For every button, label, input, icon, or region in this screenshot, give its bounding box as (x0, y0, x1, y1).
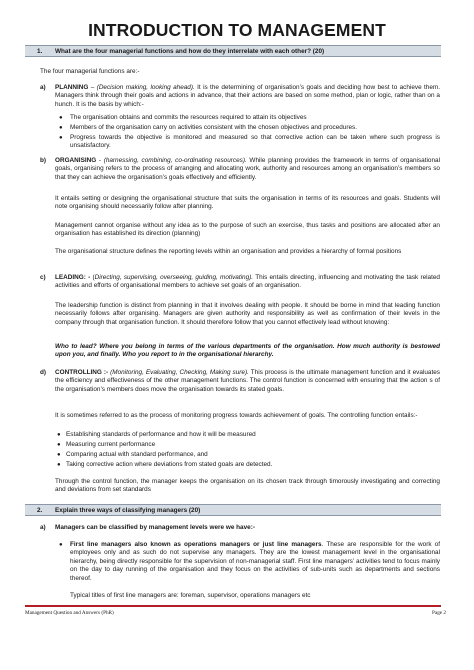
planning-bullet-3: Progress towards the objective is monitored and measured so that corrective action can be taken where such progress is unsatisfactory. (70, 134, 440, 150)
leading-p3: Who to lead? Where you belong in terms of the various departments of the organisation. How much authority is bestowed upon you, and finally. Who you report to in the organisational hierarchy. (55, 343, 440, 359)
organising-text: While planning provides the framework in terms of organisational goals, organising refers to the process of arranging and allocating work, authority and resources among an organisation’s members so that they can achieve the organisation’s goals effectively and efficiently. (55, 157, 440, 181)
bullet-icon: ● (57, 442, 61, 448)
first-line-managers-heading: First line managers also known as operations managers or just line managers (70, 541, 322, 548)
leading-text: This entails directing, influencing and motivating the task related activities and efforts of organisational members to achieve set goals of an organisation. (55, 274, 440, 290)
question-1-number: 1. (37, 48, 43, 55)
page-title: INTRODUCTION TO MANAGEMENT (88, 20, 386, 40)
q2-a-label: a) (40, 524, 46, 531)
organising-heading: ORGANISING (55, 157, 97, 164)
controlling-italic: (Monitoring, Evaluating, Checking, Making sure). (108, 369, 249, 376)
first-line-managers-paragraph (70, 541, 440, 583)
bullet-icon: ● (57, 462, 61, 468)
controlling-bullet-4: Taking corrective action where deviations from stated goals are detected. (66, 461, 273, 468)
organising-p2: It entails setting or designing the organisational structure that suits the organisation in terms of its resources and goals. Students will note organising should necessarily follow after planning. (55, 195, 440, 211)
controlling-heading: CONTROLLING :- (55, 369, 109, 376)
question-2-bar (25, 504, 441, 516)
organising-dash: - (96, 157, 104, 164)
question-2-text: Explain three ways of classifying managers (20) (55, 507, 201, 514)
first-line-managers-text: . These are responsible for the work of employees only and as such do not supervise any managers. They are the lowest management level in the organisational hierarchy, being directly responsible for the supervision of non-managerial staff. First line managers’ activities tend to focus mainly on the day to day running of the organisation and they focus on the activities of sub-units such as departments and sections thereof. (70, 541, 441, 582)
bullet-icon: ● (59, 135, 63, 141)
leading-paren: ( (90, 274, 95, 281)
controlling-bullet-1: Establishing standards of performance and how it will be measured (66, 431, 256, 438)
organising-italic: (harnessing, combining, co-ordinating resources). (103, 157, 247, 164)
planning-text: It is the determining of organisation’s goals and deciding how best to achieve them. Managers think through their goals and actions in advance, that their actions are based on some method, plan or logic, rather than on a hunch. It is the basis by which:- (55, 84, 441, 108)
q1-b-label: b) (40, 157, 47, 164)
organising-paragraph (55, 157, 440, 182)
q1-intro: The four managerial functions are:- (40, 68, 140, 75)
q2-a-heading: Managers can be classified by management levels were we have:- (55, 524, 255, 531)
controlling-paragraph (55, 369, 440, 394)
controlling-text: This process is the ultimate management function and it evaluates the efficiency and effectiveness of the other management functions. The control function is concerned with ensuring that the action s of the organisation’s members does move the organisation towards its stated goals. (55, 369, 440, 393)
q1-d-label: d) (40, 369, 47, 376)
question-1-text: What are the four managerial functions and how do they interrelate with each other? (20) (55, 48, 325, 55)
controlling-p2: It is sometimes referred to as the process of monitoring progress towards achievement of goals. The controlling function entails:- (55, 412, 418, 419)
planning-paragraph (55, 84, 440, 109)
organising-p4: The organisational structure defines the reporting levels within an organisation and provides a hierarchy of formal positions (55, 248, 402, 255)
question-1-bar (25, 45, 441, 57)
q1-a-label: a) (40, 84, 46, 91)
footer-page-number: Page 2 (432, 610, 446, 616)
bullet-icon: ● (57, 452, 61, 458)
q1-c-label: c) (40, 274, 46, 281)
organising-p3: Management cannot organise without any idea as to the purpose of such an exercise, thus tasks and positions are allocated after an organisation has established its direction (planning) (55, 222, 440, 238)
controlling-p3: Through the control function, the manager keeps the organisation on its chosen track through timorously investigating and correcting and deviations from set standards (55, 478, 440, 494)
planning-bullet-2: Members of the organisation carry on activities consistent with the chosen objectives and procedures. (70, 124, 358, 131)
leading-paragraph (55, 274, 440, 291)
controlling-bullet-3: Comparing actual with standard performance, and (66, 451, 208, 458)
planning-italic: (Decision making, looking ahead). (96, 84, 195, 91)
leading-heading: LEADING: - (55, 274, 91, 281)
question-2-number: 2. (37, 507, 43, 514)
planning-dash: – (88, 84, 97, 91)
bullet-icon: ● (57, 432, 61, 438)
leading-p2: The leadership function is distinct from planning in that it involves dealing with people. It should be borne in mind that leading function necessarily follows after organising. Managers are given authority and responsibility as well as confirmation of their levels in the company through that organisation function. It should therefore follow that you cannot effectively lead without knowing: (55, 302, 440, 326)
leading-italic: Directing, supervising, overseeing, guiding, motivating). (94, 274, 254, 281)
footer-doc-title: Management Question and Answers (PhR) (25, 610, 114, 616)
bullet-icon: ● (59, 115, 63, 121)
bullet-icon: ● (59, 542, 63, 548)
controlling-bullet-2: Measuring current performance (66, 441, 156, 448)
typical-titles: Typical titles of first line managers are: foreman, supervisor, operations managers etc (70, 592, 311, 599)
bullet-icon: ● (59, 125, 63, 131)
footer-rule (25, 605, 441, 607)
planning-bullet-1: The organisation obtains and commits the resources required to attain its objectives (70, 114, 307, 121)
planning-heading: PLANNING (55, 84, 89, 91)
